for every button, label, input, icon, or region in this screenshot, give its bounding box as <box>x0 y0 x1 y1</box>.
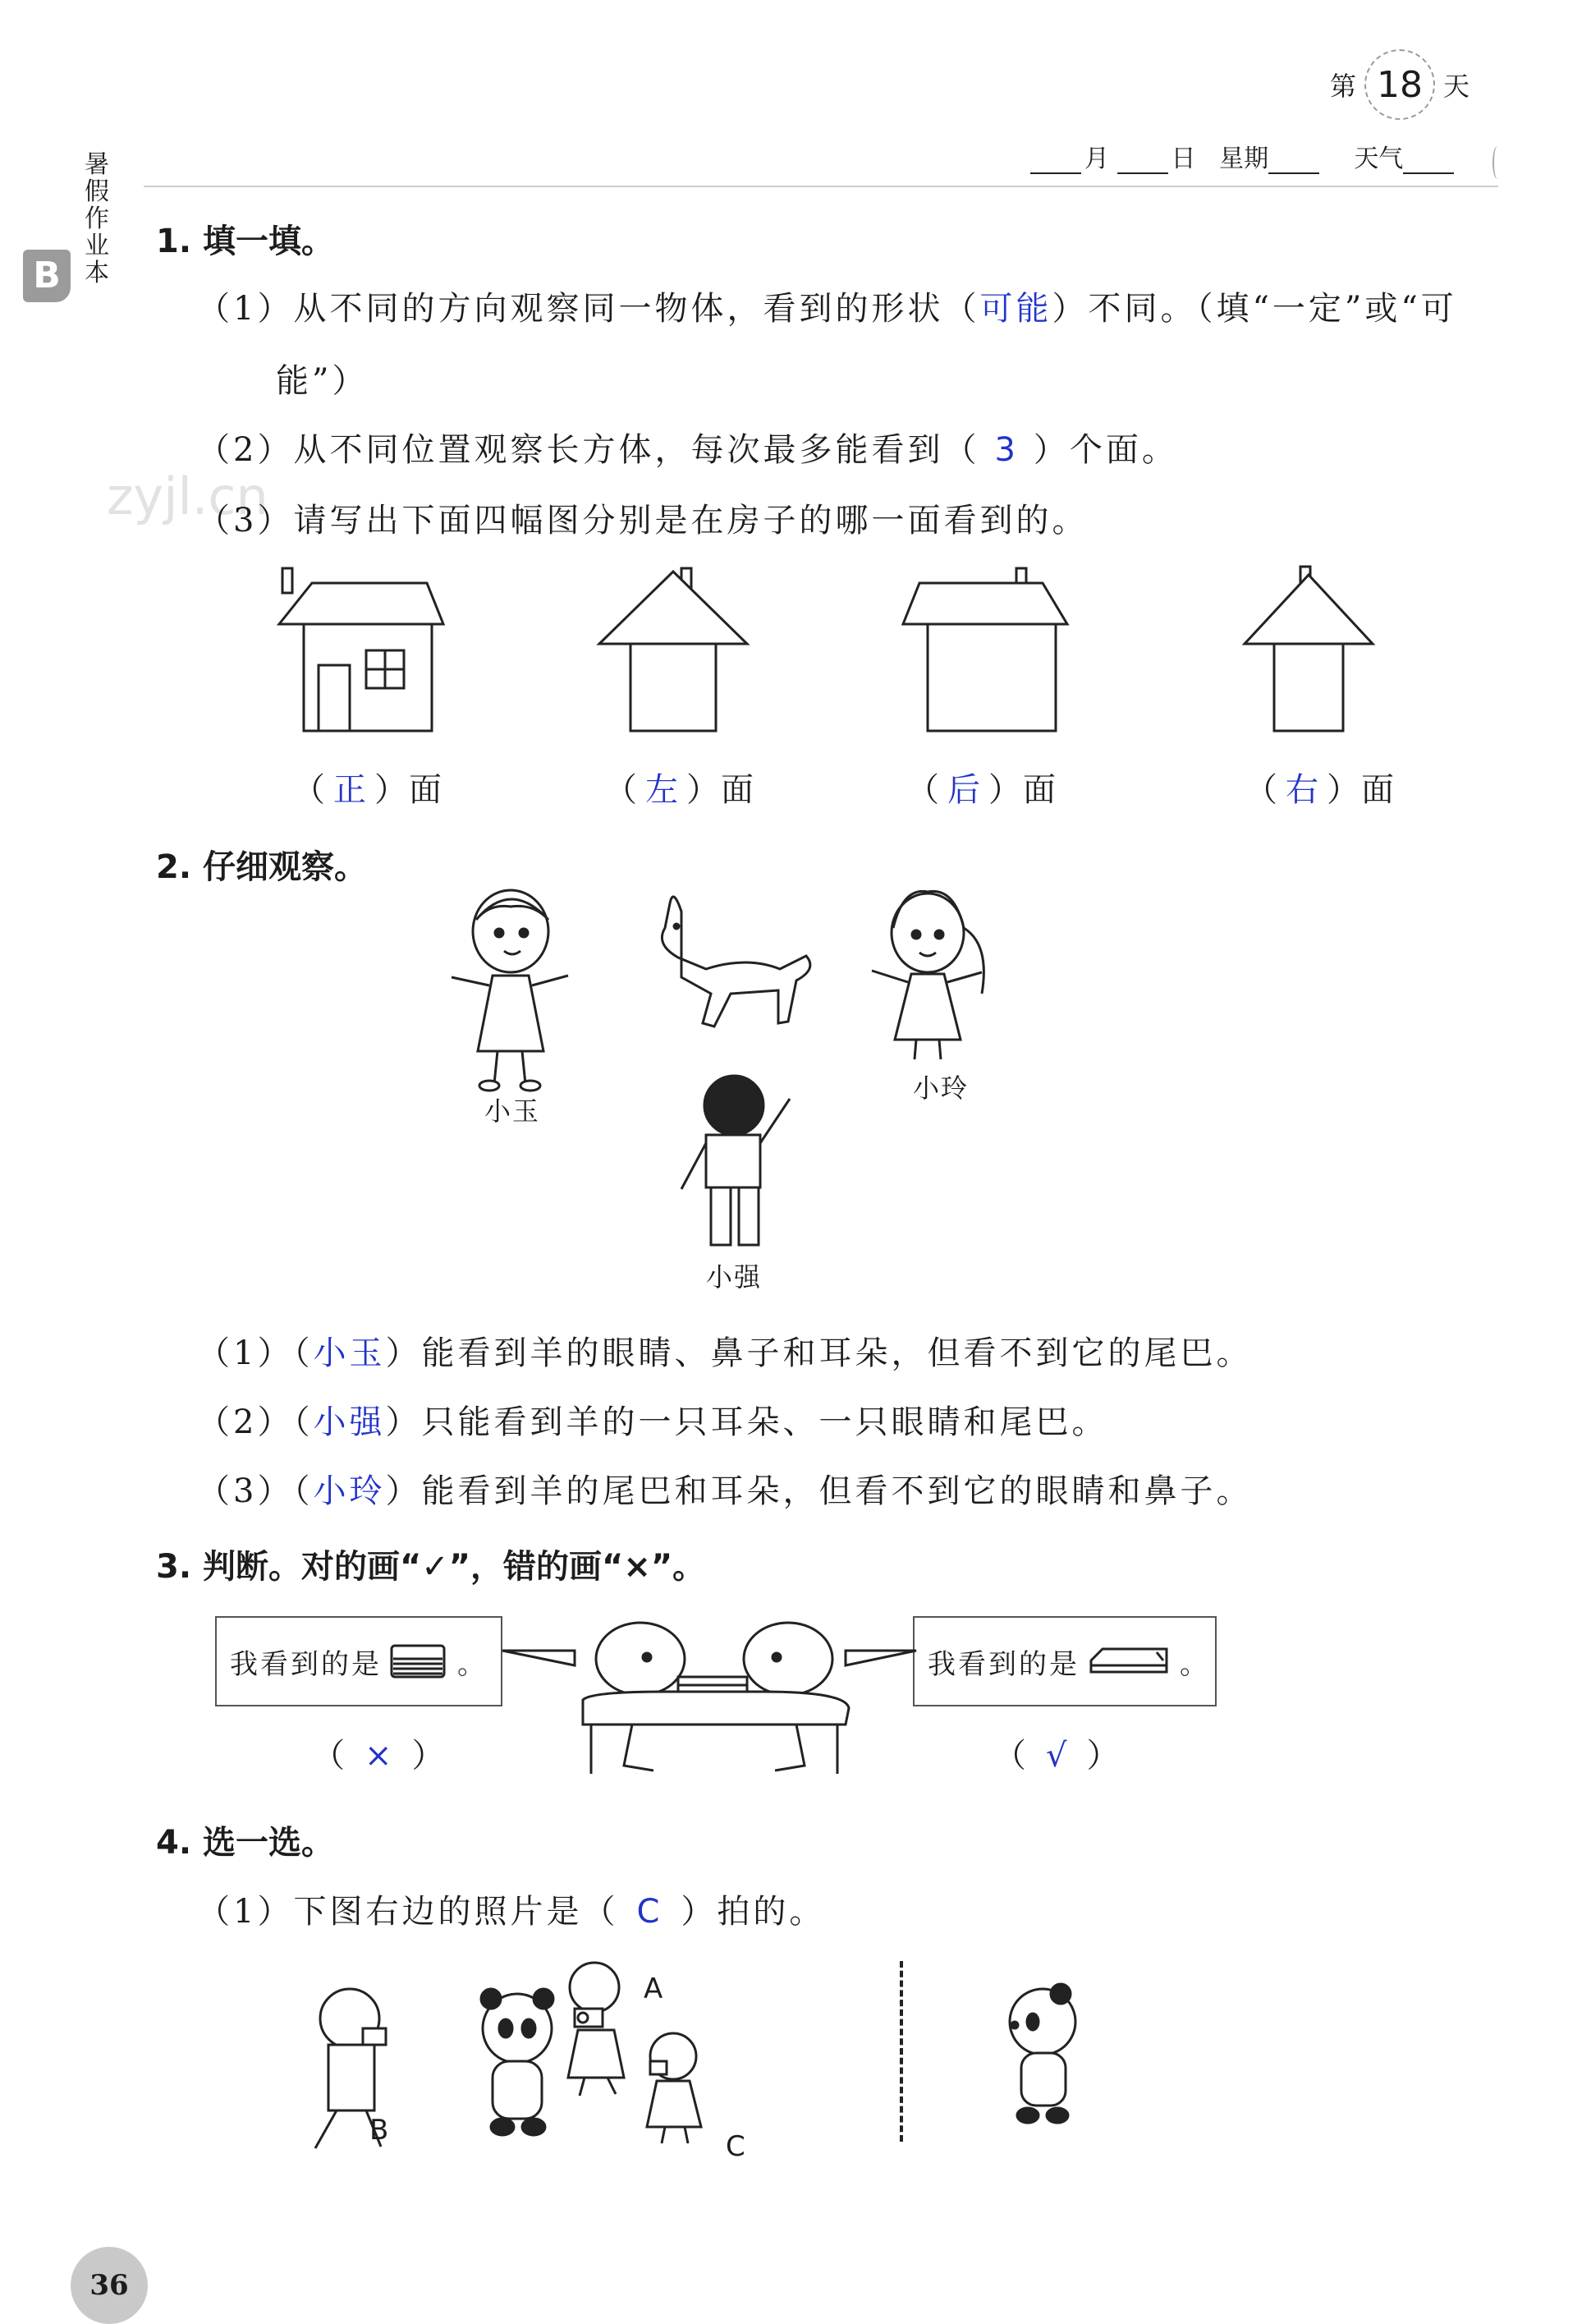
speech-right-text: 我看到的是 <box>928 1647 1080 1681</box>
day-blank <box>1117 148 1168 174</box>
girl-xiaoyu-figure <box>452 890 568 1091</box>
q4-part1-answer: C <box>636 1893 663 1931</box>
house-label-3: （ 后 ）面 <box>906 771 1057 809</box>
label-a: A <box>644 1973 663 2005</box>
label-xiaoqiang: 小强 <box>706 1261 763 1293</box>
child-c-figure <box>647 2033 701 2143</box>
house-answer-4: 右 <box>1286 771 1320 809</box>
speech-left-period: 。 <box>457 1647 488 1681</box>
sidebar-badge: B <box>23 250 71 302</box>
speech-right <box>913 1616 1217 1706</box>
header-rule <box>144 186 1498 187</box>
q3-answer-left: （ × ） <box>312 1737 448 1775</box>
q1-part3: （3）请写出下面四幅图分别是在房子的哪一面看到的。 <box>197 502 1089 540</box>
weather-blank <box>1403 148 1454 174</box>
house-label-2: （ 左 ）面 <box>604 771 755 809</box>
q1-part1-after: ）不同。（填“一定”或“可 <box>1052 290 1457 328</box>
q4-part1-before: （1）下图右边的照片是（ <box>197 1893 619 1931</box>
date-line <box>1030 138 1457 174</box>
week-blank <box>1268 148 1319 174</box>
q1-part2-answer: 3 <box>994 431 1019 469</box>
house-right-view <box>1245 567 1373 731</box>
child-a-figure <box>568 1963 624 2096</box>
day-prefix: 第 <box>1330 71 1357 102</box>
house-label-4: （ 右 ）面 <box>1245 771 1396 809</box>
q2-answer-1: 小玉 <box>313 1334 386 1372</box>
q2-statement-3: （3）（小玲）能看到羊的尾巴和耳朵，但看不到它的眼睛和鼻子。 <box>197 1472 1253 1510</box>
page-number: 36 <box>71 2247 148 2324</box>
house-front-view <box>279 568 443 731</box>
house-answer-3: 后 <box>947 771 982 809</box>
q4-part1-after: ）拍的。 <box>681 1893 826 1931</box>
edge-mark <box>1492 146 1502 179</box>
speech-left-text: 我看到的是 <box>230 1647 382 1681</box>
q1-title: 1. 填一填。 <box>156 223 334 260</box>
q2-statement-2: （2）（小强）只能看到羊的一只耳朵、一只眼睛和尾巴。 <box>197 1403 1108 1441</box>
dashed-divider <box>900 1961 903 2142</box>
q1-part1-before: （1）从不同的方向观察同一物体，看到的形状（ <box>197 290 980 328</box>
photographers-illustration <box>296 1954 739 2168</box>
watermark: zyjl.cn <box>107 466 268 526</box>
house-back-view <box>903 568 1067 731</box>
two-kids-table-illustration <box>501 1610 919 1790</box>
house-suffix-1: 面 <box>409 771 443 809</box>
q3-answer-right-mark: √ <box>1046 1737 1071 1775</box>
q1-part1-answer: 可能 <box>979 290 1052 328</box>
label-xiaoyu: 小玉 <box>484 1095 541 1127</box>
q2-text-3: 能看到羊的尾巴和耳朵，但看不到它的眼睛和鼻子。 <box>421 1472 1253 1510</box>
weather-label: 天气 <box>1354 145 1404 173</box>
day-suffix: 天 <box>1443 71 1470 102</box>
day-badge <box>1322 49 1502 115</box>
q1-part2 <box>197 424 1178 471</box>
q1-part1 <box>197 282 1457 329</box>
q4-title: 4. 选一选。 <box>156 1824 334 1862</box>
q1-part1-continued: 能”） <box>276 362 369 400</box>
house-suffix-2: 面 <box>721 771 755 809</box>
q3-title: 3. 判断。对的画“✓”，错的画“×”。 <box>156 1548 706 1586</box>
house-left-view <box>599 568 747 731</box>
house-suffix-4: 面 <box>1361 771 1396 809</box>
panda-photo <box>985 1971 1100 2135</box>
label-xiaoling: 小玲 <box>913 1072 970 1104</box>
q2-title: 2. 仔细观察。 <box>156 848 367 886</box>
q1-part2-after: ）个面。 <box>1033 431 1178 469</box>
stack-top-view-icon <box>1084 1639 1175 1683</box>
q2-answer-3: 小玲 <box>313 1472 386 1510</box>
house-suffix-3: 面 <box>1023 771 1057 809</box>
girl-xiaoling-figure <box>872 891 983 1059</box>
house-figures <box>271 558 1404 739</box>
goat-figure <box>662 897 810 1027</box>
house-answer-1: 正 <box>333 771 368 809</box>
week-label: 星期 <box>1219 145 1269 173</box>
house-label-1: （ 正 ）面 <box>292 771 443 809</box>
sidebar-title: 暑假作业本 <box>85 150 109 287</box>
house-answer-2: 左 <box>645 771 680 809</box>
month-label: 月 <box>1084 145 1109 173</box>
q2-text-1: 能看到羊的眼睛、鼻子和耳朵，但看不到它的尾巴。 <box>421 1334 1253 1372</box>
q4-part1 <box>197 1885 825 1932</box>
stack-side-view-icon <box>387 1639 452 1683</box>
label-b: B <box>369 2114 389 2147</box>
label-c: C <box>726 2130 745 2163</box>
panda-figure <box>481 1989 553 2135</box>
day-label: 日 <box>1171 145 1196 173</box>
q2-text-2: 只能看到羊的一只耳朵、一只眼睛和尾巴。 <box>421 1403 1108 1441</box>
day-number: 18 <box>1364 49 1435 120</box>
speech-right-period: 。 <box>1180 1647 1210 1681</box>
boy-xiaoqiang-figure <box>681 1076 790 1245</box>
q1-part2-before: （2）从不同位置观察长方体，每次最多能看到（ <box>197 431 980 469</box>
month-blank <box>1030 148 1081 174</box>
q2-statement-1: （1）（小玉）能看到羊的眼睛、鼻子和耳朵，但看不到它的尾巴。 <box>197 1334 1253 1372</box>
q3-answer-right: （ √ ） <box>993 1737 1123 1775</box>
q2-answer-2: 小强 <box>313 1403 386 1441</box>
speech-left <box>215 1616 502 1706</box>
q3-answer-left-mark: × <box>365 1737 396 1775</box>
